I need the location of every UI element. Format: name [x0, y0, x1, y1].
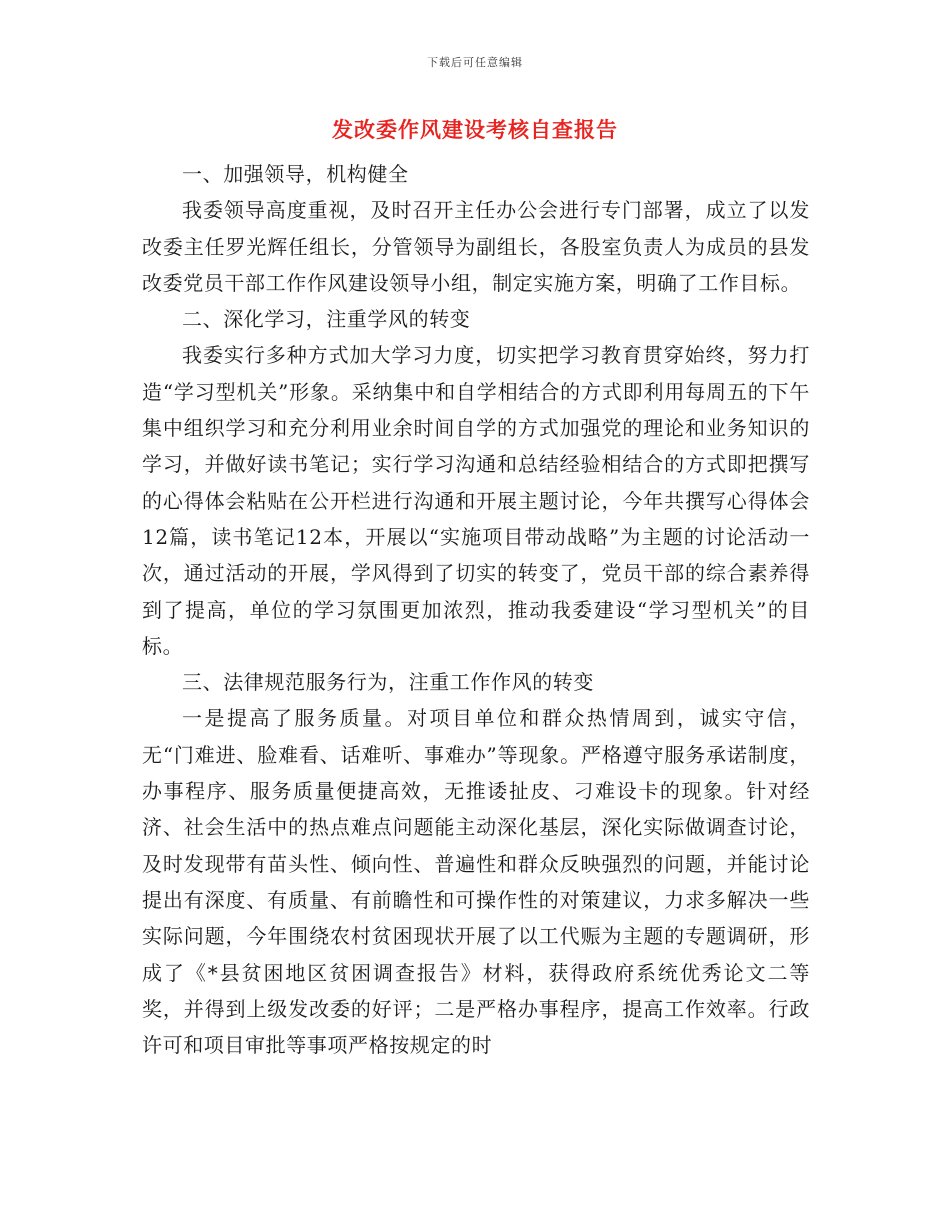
document-title: 发改委作风建设考核自查报告	[332, 117, 618, 142]
section-heading-3: 三、法律规范服务行为，注重工作作风的转变	[182, 670, 594, 695]
header-note: 下载后可任意编辑	[427, 56, 523, 69]
section-heading-2: 二、深化学习，注重学风的转变	[182, 307, 471, 332]
paragraph-1: 我委领导高度重视，及时召开主任办公会进行专门部署，成立了以发改委主任罗光辉任组长，分管领导为副组长，各股室负责人为成员的县发改委党员干部工作作风建设领导小组，制定实施方案，明确了工作目标。	[142, 198, 810, 295]
paragraph-3: 一是提高了服务质量。对项目单位和群众热情周到，诚实守信，无“门难进、脸难看、话难听、事难办”等现象。严格遵守服务承诺制度，办事程序、服务质量便捷高效，无推诿扯皮、刁难设卡的现象。针对经济、社会生活中的热点难点问题能主动深化基层，深化实际做调查讨论，及时发现带有苗头性、倾向性、普遍性和群众反映强烈的问题，并能讨论提出有深度、有质量、有前瞻性和可操作性的对策建议，力求多解决一些实际问题，今年围绕农村贫困现状开展了以工代赈为主题的专题调研，形成了《*县贫困地区贫困调查报告》材料，获得政府系统优秀论文二等奖，并得到上级发改委的好评；二是严格办事程序，提高工作效率。行政许可和项目审批等事项严格按规定的时	[142, 706, 810, 1058]
document-body	[142, 156, 810, 1063]
section-heading-1: 一、加强领导，机构健全	[182, 162, 409, 186]
paragraph-2: 我委实行多种方式加大学习力度，切实把学习教育贯穿始终，努力打造“学习型机关”形象。采纳集中和自学相结合的方式即利用每周五的下午集中组织学习和充分利用业余时间自学的方式加强党的理论和业务知识的学习，并做好读书笔记；实行学习沟通和总结经验相结合的方式即把撰写的心得体会粘贴在公开栏进行沟通和开展主题讨论，今年共撰写心得体会12篇，读书笔记12本，开展以“实施项目带动战略”为主题的讨论活动一次，通过活动的开展，学风得到了切实的转变了，党员干部的综合素养得到了提高，单位的学习氛围更加浓烈，推动我委建设“学习型机关”的目标。	[142, 343, 810, 658]
